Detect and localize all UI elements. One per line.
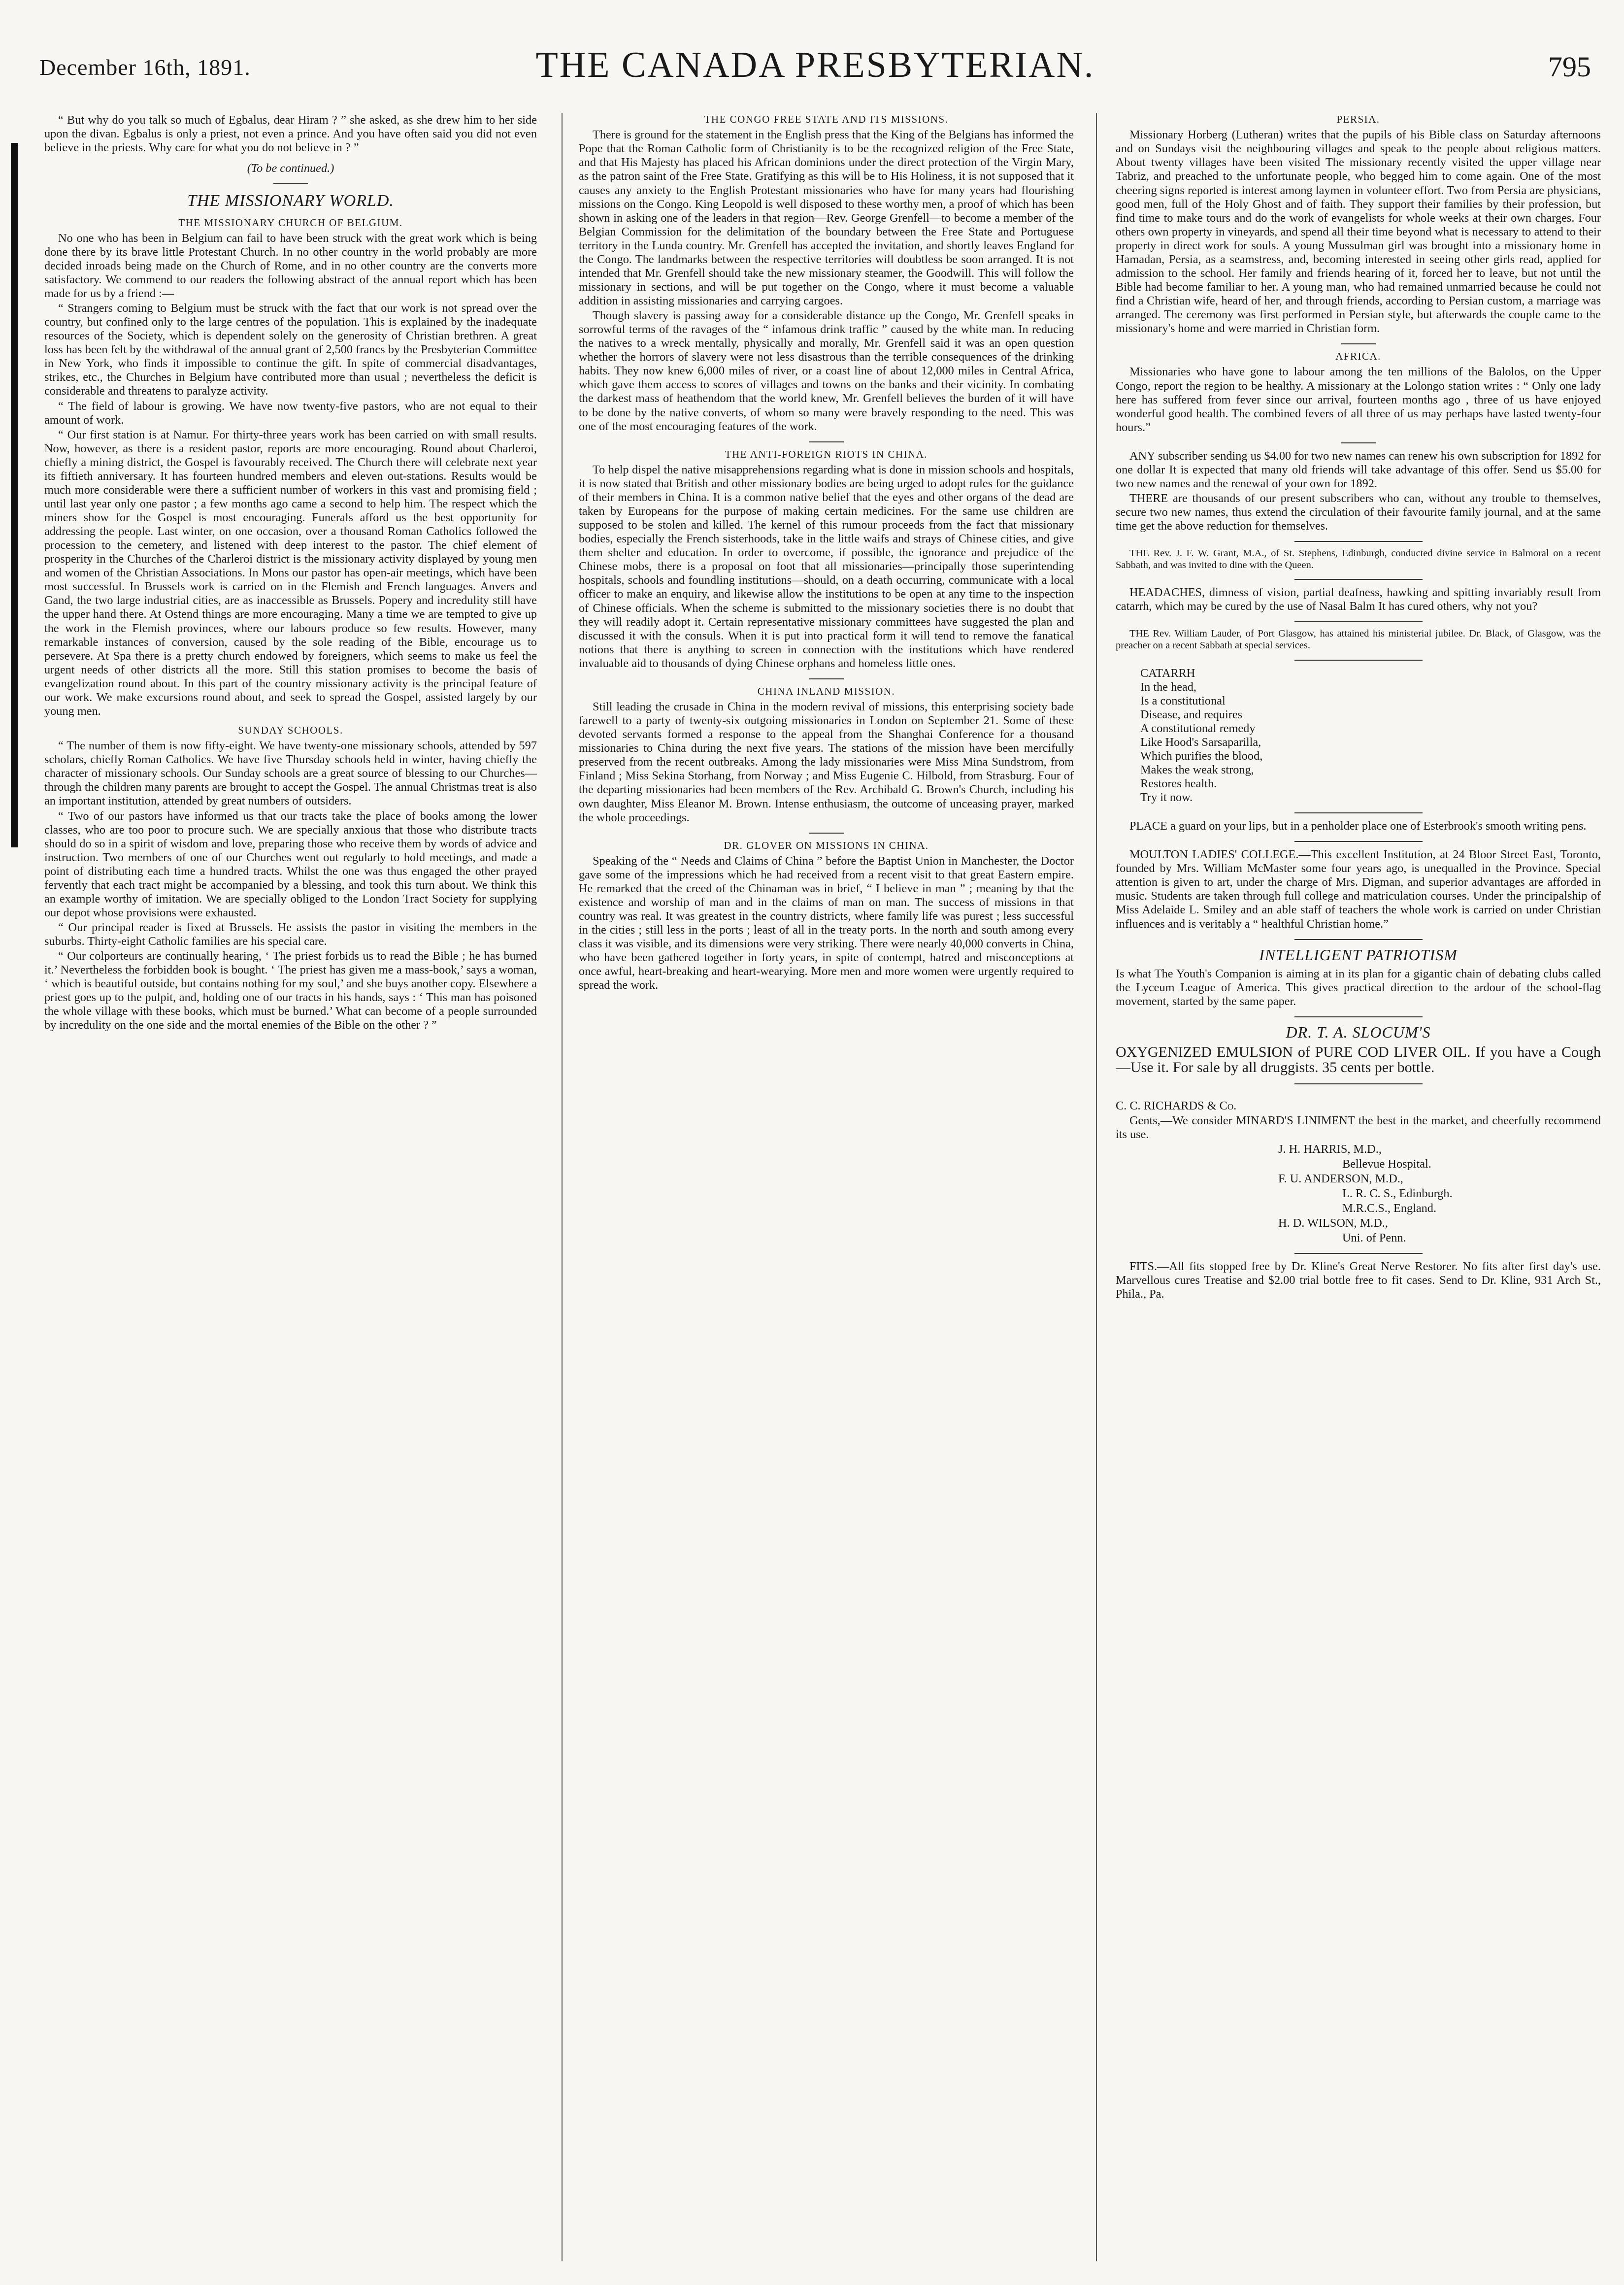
heading-sunday-schools: SUNDAY SCHOOLS. bbox=[238, 724, 343, 736]
catarrh-ad bbox=[1116, 667, 1601, 805]
cod-liver-oil-ad: OXYGENIZED EMULSION of PURE COD LIVER OIL. If you have a Cough—Use it. For sale by all druggists. 35 cents per bottle. bbox=[1116, 1043, 1601, 1076]
fits-ad: FITS.—All fits stopped free by Dr. Kline's Great Nerve Restorer. No fits after first day's use. Marvellous cures Treatise and $2.00 trial bottle free to fit cases. Send to Dr. Kline, 931 Arch St., Phila., Pa. bbox=[1116, 1260, 1601, 1301]
section-title-missionary-world: THE MISSIONARY WORLD. bbox=[187, 192, 394, 210]
ad-line: CATARRH bbox=[1140, 666, 1195, 680]
serial-story-ending: “ But why do you talk so much of Egbalus, dear Hiram ? ” she asked, as she drew him to her side upon the divan. Egbalus is only a priest, not even a prince. And you have often said you did not even believe in the priests. Why care for what you do not believe in ? ” bbox=[44, 113, 537, 155]
subscription-offer: ANY subscriber sending us $4.00 for two new names can renew his own subscription for 1892 for one dollar It is expected that many old friends will take advantage of this offer. Send us $5.00 for two new names and the renewal of your own for 1892. bbox=[1116, 449, 1601, 490]
paragraph: To help dispel the native misapprehensions regarding what is done in mission schools and hospitals, it is now stated that British and other missionary bodies are being urged to adopt rules for the guidance of their members in China. It is a common native belief that the eyes and other organs of the dead are taken by Europeans for the purpose of making certain medicines. For the same use children are supposed to be stolen and killed. The kernel of this rumour proceeds from the fact that missionary bodies, especially the French sisterhoods, take in the little waifs and strays of Chinese cities, and give them shelter and education. In order to overcome, if possible, the ignorance and prejudice of the Chinese mobs, there is a proposal on foot that all missionaries—principally those superintending hospitals, schools and foundling institutions—should, on a death occurring, communicate with a local officer to make an enquiry, and likewise allow the institutions to be open at any time to the inspection of Chinese officials. When the scheme is submitted to the missionary societies there is no doubt that they will readily adopt it. Certain representative missionary committees have suggested the plan and discussed it with the consuls. When it is put into practical form it will tend to remove the fanatical notions that there is anything to screen in connection with the institutions which have rendered invaluable aid to thousands of dying Chinese orphans and homeless little ones. bbox=[579, 463, 1074, 670]
divider bbox=[1294, 1016, 1423, 1017]
column-divider bbox=[562, 113, 563, 2261]
heading-africa: AFRICA. bbox=[1335, 350, 1381, 363]
esterbrook-ad: PLACE a guard on your lips, but in a penholder place one of Esterbrook's smooth writing pens. bbox=[1129, 819, 1587, 833]
ad-line: Makes the weak strong, bbox=[1140, 763, 1254, 776]
divider bbox=[1294, 841, 1423, 842]
paragraph: “ Our principal reader is fixed at Brussels. He assists the pastor in visiting the members in the suburbs. Thirty-eight Catholic families are his special care. bbox=[44, 921, 537, 948]
page-number: 795 bbox=[1548, 51, 1591, 83]
paragraph: “ Our first station is at Namur. For thirty-three years work has been carried on with small results. Now, however, as there is a resident pastor, reports are more encouraging. Round about Charleroi, chiefly a mining district, the Gospel is favourably received. The Church there will celebrate next year its fiftieth anniversary. It has fourteen hundred members and eleven out-stations. Results would be much more considerable were there a sufficient number of workers in this vast and promising field ; until last year only one pastor ; a few months ago came a second to help him. The respect which the miners show for the Gospel is most encouraging. Funerals afford us the best opportunity for addressing the people. Last winter, on one occasion, over a thousand Roman Catholics followed the procession to the cemetery, and listened with deep interest to the pastor. The chief element of prosperity in the Churches of the Charleroi district is the missionary activity displayed by young men and women of the Christian Associations. In Mons our pastor has open-air meetings, which have been most successful. In Brussels work is carried on in the Flemish and French languages. Anvers and Gand, the two large industrial cities, are as inaccessible as Brussels. Popery and incredulity still have the upper hand there. At Ostend things are more encouraging. Many a time we are tempted to give up the work in the Flemish provinces, where our labours produce so few results. However, many remarkable instances of conversion, caused by the sole reading of the Bible, encourage us to persevere. At Spa there is a pretty church endowed by foreigners, which seems to make us feel the urgent needs of other districts all the more. Still this station promises to become the basis of evangelization round about. In this part of the country missionary activity is the principal feature of our work. We make excursions round about, and seek to spread the Gospel, assisted largely by our young men. bbox=[44, 428, 537, 718]
heading-anti-foreign-riots: THE ANTI-FOREIGN RIOTS IN CHINA. bbox=[725, 448, 928, 460]
divider bbox=[1294, 541, 1423, 542]
column-2 bbox=[579, 113, 1074, 2261]
masthead bbox=[39, 44, 1591, 89]
to-be-continued-note: (To be continued.) bbox=[247, 162, 334, 175]
divider bbox=[273, 183, 308, 184]
column-3 bbox=[1116, 113, 1601, 2261]
ad-line: Like Hood's Sarsaparilla, bbox=[1140, 735, 1261, 749]
paragraph: Speaking of the “ Needs and Claims of China ” before the Baptist Union in Manchester, the Doctor gave some of the impressions which he had received from a recent visit to that great Eastern empire. He remarked that the creed of the Chinaman was in brief, “ I believe in man ” ; meaning by that the existence and worship of man and in the claims of man on man. The success of missions in that country was real. It was greatest in the country districts, where family life was purest ; less successful in the cities ; still less in the ports ; least of all in the treaty ports. In the north and south among every class it was visible, and its dimensions were very striking. There were nearly 40,000 converts in China, who have been gathered together in forty years, in spite of contempt, hatred and misconceptions at once awful, heart-breaking and heart-wearying. More men and more women were urgently required to spread the work. bbox=[579, 854, 1074, 992]
divider bbox=[1341, 442, 1376, 443]
paragraph: “ Two of our pastors have informed us that our tracts take the place of books among the lower classes, who are too poor to procure such. We are specially anxious that those who distribute tracts should do so in a spirit of wisdom and love, preparing those who receive them by words of advice and instruction. Two members of one of our Churches went out regularly to hold meetings, and made a point of distributing each time a hundred tracts. Whilst the one was thus engaged the other prayed fervently that each tract might be accompanied by a blessing, and took this turn about. We think this an example worthy of imitation. We are specially obliged to the London Tract Society for supplying our depot whose provisions were exhausted. bbox=[44, 809, 537, 919]
ad-title: DR. T. A. SLOCUM'S bbox=[1286, 1023, 1431, 1041]
signature-line: Uni. of Penn. bbox=[1342, 1231, 1406, 1245]
paragraph: Still leading the crusade in China in the modern revival of missions, this enterprising society bade farewell to a party of twenty-six outgoing missionaries in London on September 21. Some of these devoted servants formed a response to the appeal from the Shanghai Conference for a thousand missionaries to China during the next five years. The stations of the mission have been mercifully preserved from the recent outbreaks. Among the lady missionaries were Miss Mina Sundstrom, from Finland ; Miss Sekina Storhang, from Norway ; and Miss Eugenie C. Hilbold, from Strasburg. Four of the departing missionaries had been members of the Rev. Archibald G. Brown's Church, including his own daughter, Miss Eleanor M. Brown. Intense enthusiasm, the outcome of unceasing prayer, marked the whole proceedings. bbox=[579, 700, 1074, 824]
paragraph: Though slavery is passing away for a considerable distance up the Congo, Mr. Grenfell speaks in sorrowful terms of the ravages of the “ infamous drink traffic ” caused by the white man. In reducing the natives to a wreck mentally, physically and morally, Mr. Grenfell said it was an open question whether the horrors of slavery were not less disastrous than the terrible consequences of the drinking habits. They now knew 6,000 miles of river, or a coast line of about 12,000 miles in Central Africa, which gave them access to scores of villages and towns on the banks and their vicinity. In combating the darkest mass of heathendom that the world knew, Mr. Grenfell believes the burden of it will have to be done by the native converts, of whom so many were bravely responding to the need. This was one of the most encouraging features of the work. bbox=[579, 309, 1074, 433]
ad-line: Which purifies the blood, bbox=[1140, 749, 1263, 763]
paragraph: “ The number of them is now fifty-eight. We have twenty-one missionary schools, attended by 597 scholars, chiefly Roman Catholics. We have five Thursday schools held in winter, having chiefly the character of missionary schools. Our Sunday schools are a great source of blessing to our Churches—through the children many parents are brought to accept the Gospel. The annual Christmas treat is also an important institution, attended by great numbers of outsiders. bbox=[44, 739, 537, 808]
signature-line: J. H. HARRIS, M.D., bbox=[1278, 1142, 1382, 1156]
issue-date: December 16th, 1891. bbox=[39, 55, 251, 80]
heading-china-inland-mission: CHINA INLAND MISSION. bbox=[757, 685, 895, 697]
paragraph: “ The field of labour is growing. We have now twenty-five pastors, who are not equal to their amount of work. bbox=[44, 399, 537, 427]
ad-line: Is a constitutional bbox=[1140, 694, 1226, 707]
ad-line: Disease, and requires bbox=[1140, 707, 1243, 721]
margin-rule bbox=[11, 143, 18, 847]
ad-line: In the head, bbox=[1140, 680, 1197, 694]
heading-dr-glover: DR. GLOVER ON MISSIONS IN CHINA. bbox=[724, 839, 929, 851]
signature-line: L. R. C. S., Edinburgh. bbox=[1342, 1187, 1453, 1201]
divider bbox=[809, 678, 844, 679]
ad-line: Restores health. bbox=[1140, 777, 1217, 790]
paragraph: Missionary Horberg (Lutheran) writes that the pupils of his Bible class on Saturday afternoons and on Sundays visit the neighbouring villages and speak to the people about religious matters. About twenty villages have been visited The missionary recently visited the upper village near Tabriz, and preached to the unfortunate people, who begged him to come again. One of the most cheering signs reported is interest among laymen in volunteer effort. Two from Persia are physicians, good men, full of the Holy Ghost and of faith. They support their families by their profession, but find time to make tours and do the work of evangelists for whole weeks at their own charges. Four others own property in vineyards, and spend all their time beyond what is necessary to attend to their property in direct work for souls. A young Mussulman girl was brought into a missionary home in Hamadan, Persia, as a seamstress, and, becoming interested in seeing other girls read, applied for admission to the school. Her family and friends hearing of it, forced her to leave, but not until the Bible had become familiar to her. A young man, who had remained unmarried because he could not find a Christian wife, heard of her, and through friends, according to Persian custom, a marriage was arranged. The ceremony was first performed in Persian style, but afterwards the couple came to the missionary's home and were married in Christian form. bbox=[1116, 128, 1601, 336]
ad-title: INTELLIGENT PATRIOTISM bbox=[1259, 945, 1458, 964]
ad-line: Try it now. bbox=[1140, 791, 1193, 805]
paragraph: “ Strangers coming to Belgium must be struck with the fact that our work is not spread over the country, but confined only to the large centres of the population. This is explained by the inadequate resources of the Society, which is dependent solely on the generosity of Christian brethren. A great loss has been felt by the withdrawal of the annual grant of 2,500 francs by the Presbyterian Committee in New York, who finds it impossible to continue the gift. In spite of commercial disadvantages, strikes, etc., the Churches in Belgium have contributed more than usual ; nevertheless the deficit is considerable and threatens to paralyze activity. bbox=[44, 302, 537, 398]
addressee: C. C. RICHARDS & Co. bbox=[1116, 1099, 1237, 1112]
paragraph: Missionaries who have gone to labour among the ten millions of the Balolos, on the Upper Congo, report the region to be healthy. A missionary at the Lolongo station writes : “ Only one lady here has suffered from fever since our arrival, fourteen months ago , three of us have enjoyed wonderful good health. The combined fevers of all three of us may perhaps have lasted twenty-four hours.” bbox=[1116, 365, 1601, 434]
paragraph: There is ground for the statement in the English press that the King of the Belgians has informed the Pope that the Roman Catholic form of Christianity is to be the recognized religion of the Free State, and that His Majesty has placed his African dominions under the direct protection of the Virgin Mary, as the patron saint of the Free State. Gratifying as this will be to His Holiness, it is not supposed that it causes any anxiety to the English Protestant missionaries who have for many years had flourishing missions on the Congo. King Leopold is well disposed to these worthy men, a proof of which has been shown in asking one of the leaders in that region—Rev. George Grenfell—to become a member of the Belgian Commission for the delimitation of the boundary between the Free State and Portuguese territory in the Lunda country. Mr. Grenfell has accepted the invitation, and shortly leaves England for the Congo. The landmarks between the respective territories will doubtless be soon arranged. It is not intended that Mr. Grenfell should take the new missionary steamer, the Goodwill. This will follow the missionary in sections, and will be put together on the Congo, where it must become a valuable addition in assisting missionaries and carrying cargoes. bbox=[579, 128, 1074, 307]
divider bbox=[1294, 579, 1423, 580]
youths-companion-ad: Is what The Youth's Companion is aiming at in its plan for a gigantic chain of debating clubs called the Lyceum League of America. This gives practical direction to the ardour of the school-flag movement, started by the same paper. bbox=[1116, 967, 1601, 1008]
divider bbox=[1294, 1083, 1423, 1084]
newspaper-title: THE CANADA PRESBYTERIAN. bbox=[535, 45, 1095, 85]
divider bbox=[809, 833, 844, 834]
column-divider bbox=[1096, 113, 1097, 2261]
divider bbox=[1294, 660, 1423, 661]
heading-congo: THE CONGO FREE STATE AND ITS MISSIONS. bbox=[704, 113, 949, 125]
divider bbox=[1294, 621, 1423, 622]
subscription-note: THERE are thousands of our present subscribers who can, without any trouble to themselves, secure two new names, thus extend the circulation of their favourite family journal, and at the same time get the above reduction for themselves. bbox=[1116, 491, 1601, 533]
paragraph: “ Our colporteurs are continually hearing, ‘ The priest forbids us to read the Bible ; he has burned it.’ Nevertheless the forbidden book is bought. ‘ The priest has given me a mass-book,’ says a woman, ‘ which is beautiful outside, but contains nothing for my soul,’ and she buys another copy. Elsewhere a priest goes up to the pulpit, and, holding one of our tracts in his hands, says : ‘ This man has poisoned the whole village with these books, which must be burned.’ What can become of a people surrounded by incredulity on the one side and the mortal enemies of the Bible on the other ? ” bbox=[44, 949, 537, 1032]
news-item: THE Rev. William Lauder, of Port Glasgow, has attained his ministerial jubilee. Dr. Black, of Glasgow, was the preacher on a recent Sabbath at special services. bbox=[1116, 628, 1601, 651]
ad-line: A constitutional remedy bbox=[1140, 721, 1256, 735]
divider bbox=[809, 441, 844, 442]
column-1 bbox=[44, 113, 537, 2261]
heading-persia: PERSIA. bbox=[1336, 113, 1380, 125]
divider bbox=[1294, 1253, 1423, 1254]
signature-line: Bellevue Hospital. bbox=[1342, 1157, 1431, 1171]
paragraph: No one who has been in Belgium can fail to have been struck with the great work which is being done there by its brave little Protestant Church. In no other country in the world probably are more decided inroads being made on the Church of Rome, and in no other country are the converts more satisfactory. We commend to our readers the following abstract of the annual report which has been made for us by a friend :— bbox=[44, 231, 537, 301]
news-item: THE Rev. J. F. W. Grant, M.A., of St. Stephens, Edinburgh, conducted divine service in Balmoral on a recent Sabbath, and was invited to dine with the Queen. bbox=[1116, 548, 1601, 571]
signature-line: H. D. WILSON, M.D., bbox=[1278, 1216, 1388, 1230]
moulton-college-ad: MOULTON LADIES' COLLEGE.—This excellent Institution, at 24 Bloor Street East, Toronto, founded by Mrs. William McMaster some four years ago, is unequalled in the Province. Special attention is given to art, under the charge of Mrs. Digman, and superior advantages are afforded in music. Students are taken through full college and matriculation courses. Under the principalship of Miss Adelaide L. Smiley and an able staff of teachers the whole work is carried on under Christian influences and is veritably a “ healthful Christian home.” bbox=[1116, 848, 1601, 931]
divider bbox=[1294, 939, 1423, 940]
nasal-balm-ad: HEADACHES, dimness of vision, partial deafness, hawking and spitting invariably result from catarrh, which may be cured by the use of Nasal Balm It has cured others, why not you? bbox=[1116, 586, 1601, 613]
signature-line: F. U. ANDERSON, M.D., bbox=[1278, 1172, 1403, 1185]
signature-line: M.R.C.S., England. bbox=[1342, 1202, 1437, 1215]
minards-liniment-ad: Gents,—We consider MINARD'S LINIMENT the best in the market, and cheerfully recommend its use. bbox=[1116, 1113, 1601, 1141]
heading-belgium: THE MISSIONARY CHURCH OF BELGIUM. bbox=[178, 216, 403, 229]
divider bbox=[1341, 343, 1376, 344]
divider bbox=[1294, 812, 1423, 813]
